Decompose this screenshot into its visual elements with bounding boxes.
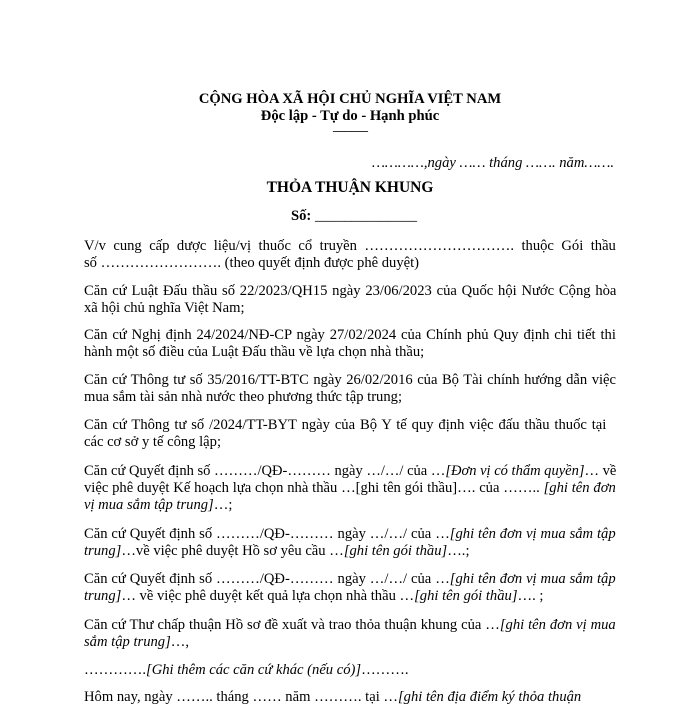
country-header: CỘNG HÒA XÃ HỘI CHỦ NGHĨA VIỆT NAM bbox=[198, 91, 502, 107]
paragraph-text: Căn cứ Nghị định 24/2024/NĐ-CP ngày 27/02/2024 của Chính phủ Quy định chi tiết thi bbox=[84, 327, 616, 343]
date-line: …………,ngày …… tháng ……. năm……. bbox=[371, 155, 614, 171]
paragraph-text: các cơ sở y tế công lập; bbox=[84, 434, 221, 450]
paragraph-text: Căn cứ Thông tư số /2024/TT-BYT ngày của Bộ Y tế quy định việc đấu thầu thuốc tại bbox=[84, 417, 607, 433]
paragraph-text: Căn cứ Quyết định số ………/QĐ-……… ngày …/…/ của … bbox=[84, 571, 450, 587]
placeholder-text: trung] bbox=[84, 588, 122, 604]
header-separator: --------------- bbox=[332, 126, 368, 137]
paragraph-line bbox=[84, 326, 616, 344]
paragraph-text: …. ; bbox=[517, 588, 544, 604]
paragraph-text: … về bbox=[584, 463, 617, 479]
paragraph-text: Căn cứ Quyết định số ………/QĐ-……… ngày …/…/ của … bbox=[84, 463, 446, 479]
paragraph-line bbox=[84, 616, 616, 634]
paragraph-line bbox=[84, 388, 402, 406]
paragraph-text: Căn cứ Quyết định số ………/QĐ-……… ngày …/…/ của … bbox=[84, 526, 450, 542]
placeholder-text: vị mua sắm tập trung] bbox=[84, 497, 214, 513]
paragraph-line bbox=[84, 688, 581, 706]
paragraph-line bbox=[84, 299, 245, 317]
placeholder-text: [Đơn vị có thẩm quyền] bbox=[445, 463, 585, 479]
paragraph-text: …về việc phê duyệt Hồ sơ yêu cầu … bbox=[121, 543, 344, 559]
placeholder-text: [ghi tên đơn vị mua sắm tập bbox=[449, 526, 616, 542]
placeholder-text: [ghi tên địa điểm ký thỏa thuận bbox=[398, 689, 582, 705]
paragraph-text: …, bbox=[170, 634, 190, 650]
paragraph-text: …………. bbox=[84, 662, 147, 678]
placeholder-text: [ghi tên gói thầu] bbox=[414, 588, 518, 604]
paragraph-text: hành một số điều của Luật Đấu thầu về lựa chọn nhà thầu; bbox=[84, 344, 425, 360]
paragraph-text: việc phê duyệt Kế hoạch lựa chọn nhà thầu …[ghi tên gói thầu]…. của …….. bbox=[84, 480, 544, 496]
paragraph-text: … về việc phê duyệt kết quả lựa chọn nhà thầu … bbox=[121, 588, 415, 604]
paragraph-line bbox=[84, 542, 470, 560]
paragraph-text: …; bbox=[213, 497, 233, 513]
paragraph-text: ………. bbox=[361, 662, 409, 678]
paragraph-text: Căn cứ Thư chấp thuận Hồ sơ đề xuất và trao thỏa thuận khung của … bbox=[84, 617, 500, 633]
paragraph-text: Căn cứ Luật Đấu thầu số 22/2023/QH15 ngày 23/06/2023 của Quốc hội Nước Cộng hòa bbox=[84, 283, 617, 299]
paragraph-text: Căn cứ Thông tư số 35/2016/TT-BTC ngày 26/02/2016 của Bộ Tài chính hướng dẫn việc bbox=[84, 372, 617, 388]
paragraph-line bbox=[84, 496, 232, 514]
paragraph-line bbox=[84, 570, 616, 588]
paragraph-text: ….; bbox=[447, 543, 470, 559]
placeholder-text: [ghi tên đơn bbox=[543, 480, 616, 496]
placeholder-text: trung] bbox=[84, 543, 122, 559]
paragraph-line bbox=[84, 371, 616, 389]
paragraph-line bbox=[84, 587, 543, 605]
placeholder-text: [ghi tên đơn vị mua bbox=[499, 617, 616, 633]
placeholder-text: sắm tập trung] bbox=[84, 634, 171, 650]
number-label: Số: bbox=[291, 208, 312, 224]
paragraph-line bbox=[84, 633, 189, 651]
paragraph-text: xã hội chủ nghĩa Việt Nam; bbox=[84, 300, 245, 316]
paragraph-line bbox=[84, 254, 419, 272]
document-number bbox=[291, 207, 417, 225]
paragraph-line bbox=[84, 237, 616, 255]
placeholder-text: [ghi tên đơn vị mua sắm tập bbox=[449, 571, 616, 587]
paragraph-line bbox=[84, 479, 616, 497]
placeholder-text: [Ghi thêm các căn cứ khác (nếu có)] bbox=[146, 662, 362, 678]
paragraph-text: Hôm nay, ngày …….. tháng …… năm ………. tại … bbox=[84, 689, 398, 705]
number-blank: ______________ bbox=[314, 208, 418, 224]
motto: Độc lập - Tự do - Hạnh phúc bbox=[260, 108, 440, 124]
paragraph-line bbox=[84, 416, 606, 434]
paragraph-line bbox=[84, 661, 409, 679]
paragraph-text: V/v cung cấp dược liệu/vị thuốc cổ truyền …………………………. thuộc Gói thầu bbox=[84, 238, 616, 254]
paragraph-line bbox=[84, 433, 221, 451]
paragraph-text: số ……………………. (theo quyết định được phê duyệt) bbox=[84, 255, 420, 271]
paragraph-line bbox=[84, 343, 424, 361]
paragraph-line bbox=[84, 525, 616, 543]
paragraph-line bbox=[84, 282, 616, 300]
paragraph-text: mua sắm tài sản nhà nước theo phương thức tập trung; bbox=[84, 389, 402, 405]
paragraph-line bbox=[84, 462, 616, 480]
placeholder-text: [ghi tên gói thầu] bbox=[343, 543, 448, 559]
document-title: THỎA THUẬN KHUNG bbox=[266, 179, 434, 196]
